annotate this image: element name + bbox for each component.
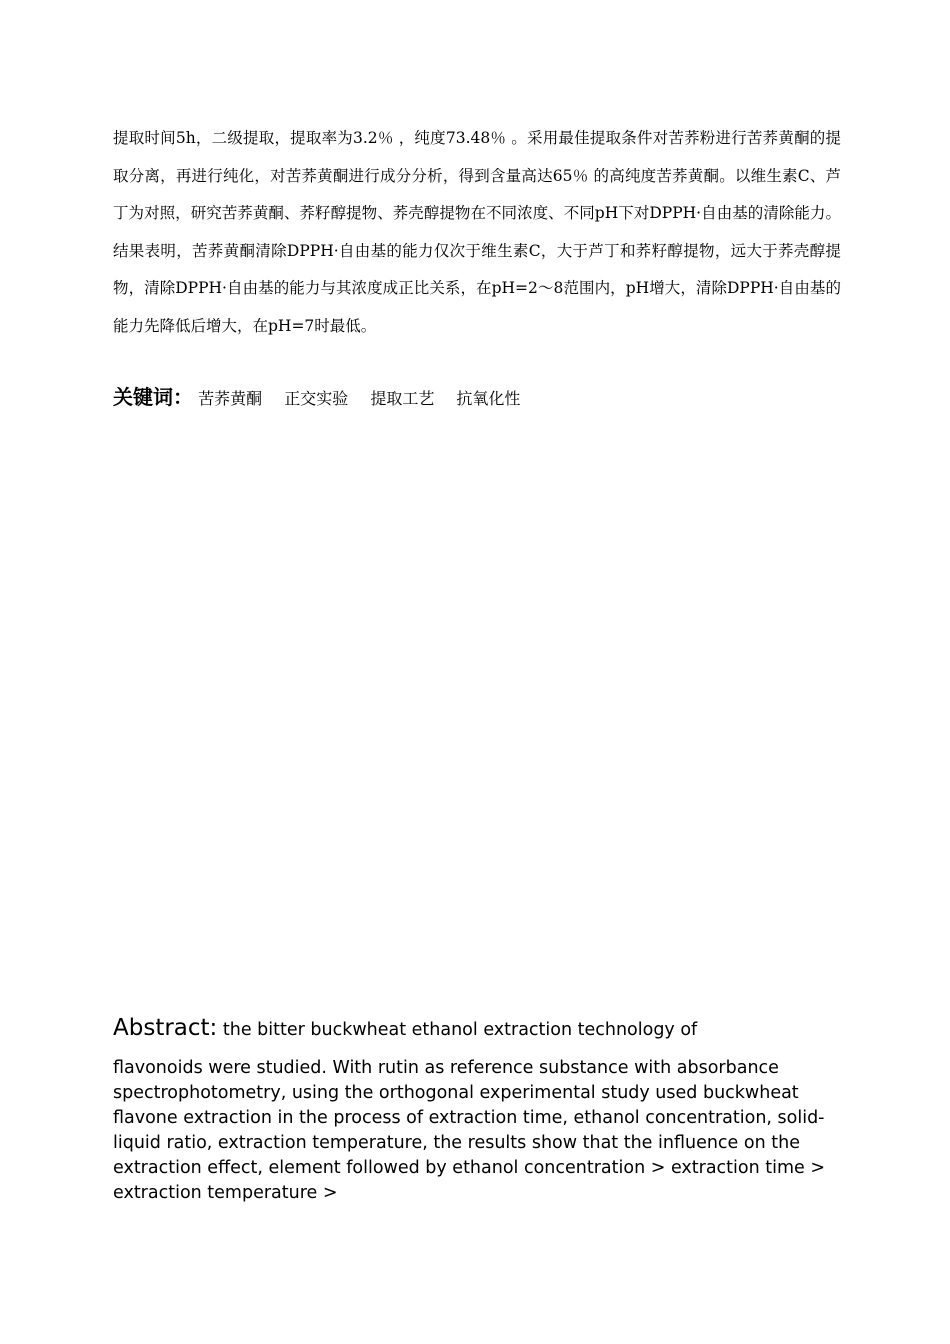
- keyword-item: 苦荞黄酮: [198, 389, 263, 408]
- keywords-line: [113, 380, 853, 416]
- keywords-label: 关键词：: [113, 385, 193, 409]
- keyword-item: 正交实验: [284, 389, 349, 408]
- abstract-label: Abstract:: [113, 1015, 218, 1041]
- english-abstract-first-line: [113, 1012, 697, 1046]
- keyword-item: 抗氧化性: [456, 389, 521, 408]
- chinese-abstract-paragraph: 提取时间5h，二级提取，提取率为3.2％ ，纯度73.48％ 。采用最佳提取条件对苦荞粉进行苦荞黄酮的提取分离，再进行纯化，对苦荞黄酮进行成分分析，得到含量高达65％ 的高纯度苦荞黄酮。以维生素C、芦丁为对照，研究苦荞黄酮、荞籽醇提物、荞壳醇提物在不同浓度、不同pH下对DPPH·自由基的清除能力。结果表明，苦荞黄酮清除DPPH·自由基的能力仅次于维生素C，大于芦丁和荞籽醇提物，远大于荞壳醇提物，清除DPPH·自由基的能力与其浓度成正比关系，在pH=2～8范围内，pH增大，清除DPPH·自由基的能力先降低后增大，在pH=7时最低。: [113, 129, 841, 335]
- english-abstract: [113, 1012, 833, 1206]
- keyword-item: 提取工艺: [370, 389, 435, 408]
- english-abstract-body: flavonoids were studied. With rutin as reference substance with absorbance spectrophotometry, using the orthogonal experimental study used buckwheat flavone extraction in the process of extraction time, ethanol concentration, solid-liquid ratio, extraction temperature, the results show that the influence on the extraction effect, element followed by ethanol concentration > extraction time > extraction temperature >: [113, 1058, 826, 1203]
- english-abstract-lead: the bitter buckwheat ethanol extraction technology of: [217, 1020, 698, 1040]
